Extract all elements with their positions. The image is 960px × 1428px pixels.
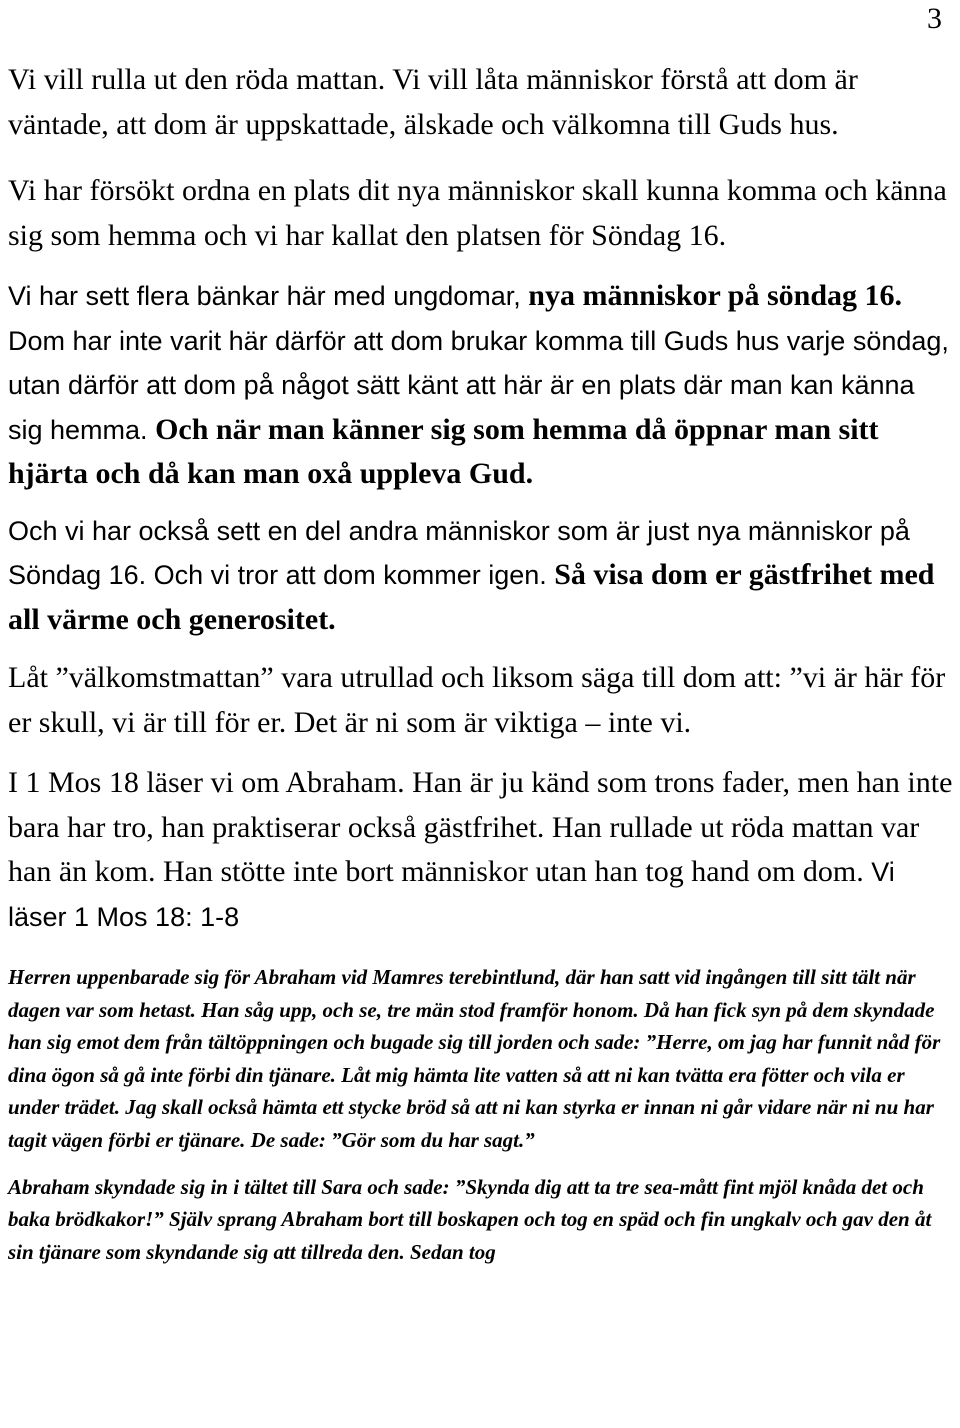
scripture-reference: Vi läser 1 Mos 18: 1-8: [8, 857, 895, 932]
emphasis-text: Och när man känner sig som hemma då öppnar man sitt hjärta och då kan man oxå uppleva Gud.: [8, 412, 879, 490]
paragraph-red-carpet: Vi vill rulla ut den röda mattan. Vi vill låta människor förstå att dom är väntade, att dom är uppskattade, älskade och välkomna till Guds hus.: [8, 63, 858, 141]
paragraph-text: Och vi har också sett en del andra människor som är just nya människor på Söndag 16. Och vi tror att dom kommer igen.: [8, 515, 910, 590]
paragraph-hospitality: [8, 509, 954, 643]
document-body: [8, 58, 954, 1268]
emphasis-text: Så visa dom er gästfrihet med all värme och generositet.: [8, 558, 935, 636]
scripture-quote-1: Herren uppenbarade sig för Abraham vid Mamres terebintlund, där han satt vid ingången till sitt tält när dagen var som hetast. Han såg upp, och se, tre män stod framför honom. Då han fick syn på dem skyndade han sig emot dem från tältöppningen och bugade sig till jorden och sade: ”Herre, om jag har funnit nåd för dina ögon så gå inte förbi din tjänare. Låt mig hämta lite vatten så att ni kan tvätta era fötter och vila er under trädet. Jag skall också hämta ett stycke bröd så att ni kan styrka er innan ni går vidare när ni nu har tagit vägen förbi er tjänare. De sade: ”Gör som du har sagt.”: [8, 965, 941, 1152]
paragraph-text: Vi har sett flera bänkar här med ungdomar,: [8, 281, 529, 311]
paragraph-text: Dom har inte varit här därför att dom brukar komma till Guds hus varje söndag, utan därför att dom på något sätt känt att här är en plats där man kan känna sig hemma.: [8, 325, 949, 445]
page-number: 3: [927, 2, 942, 35]
paragraph-new-people: [8, 274, 954, 497]
paragraph-abraham: [8, 761, 954, 939]
emphasis-text: nya människor på söndag 16.: [528, 279, 903, 312]
paragraph-welcome-mat: Låt ”välkomstmattan” vara utrullad och liksom säga till dom att: ”vi är här för er skull, vi är till för er. Det är ni som är viktiga – inte vi.: [8, 661, 946, 739]
paragraph-text: I 1 Mos 18 läser vi om Abraham. Han är ju känd som trons fader, men han inte bara har tro, han praktiserar också gästfrihet. Han rullade ut röda mattan var han än kom. Han stötte inte bort människor utan han tog hand om dom.: [8, 766, 953, 888]
paragraph-sondag-16-place: Vi har försökt ordna en plats dit nya människor skall kunna komma och känna sig som hemma och vi har kallat den platsen för Söndag 16.: [8, 174, 947, 252]
scripture-quote-2: Abraham skyndade sig in i tältet till Sara och sade: ”Skynda dig att ta tre sea-mått fint mjöl knåda det och baka brödkakor!” Själv sprang Abraham bort till boskapen och tog en späd och fin ungkalv och gav den åt sin tjänare som skyndande sig att tillreda den. Sedan tog: [8, 1174, 932, 1264]
